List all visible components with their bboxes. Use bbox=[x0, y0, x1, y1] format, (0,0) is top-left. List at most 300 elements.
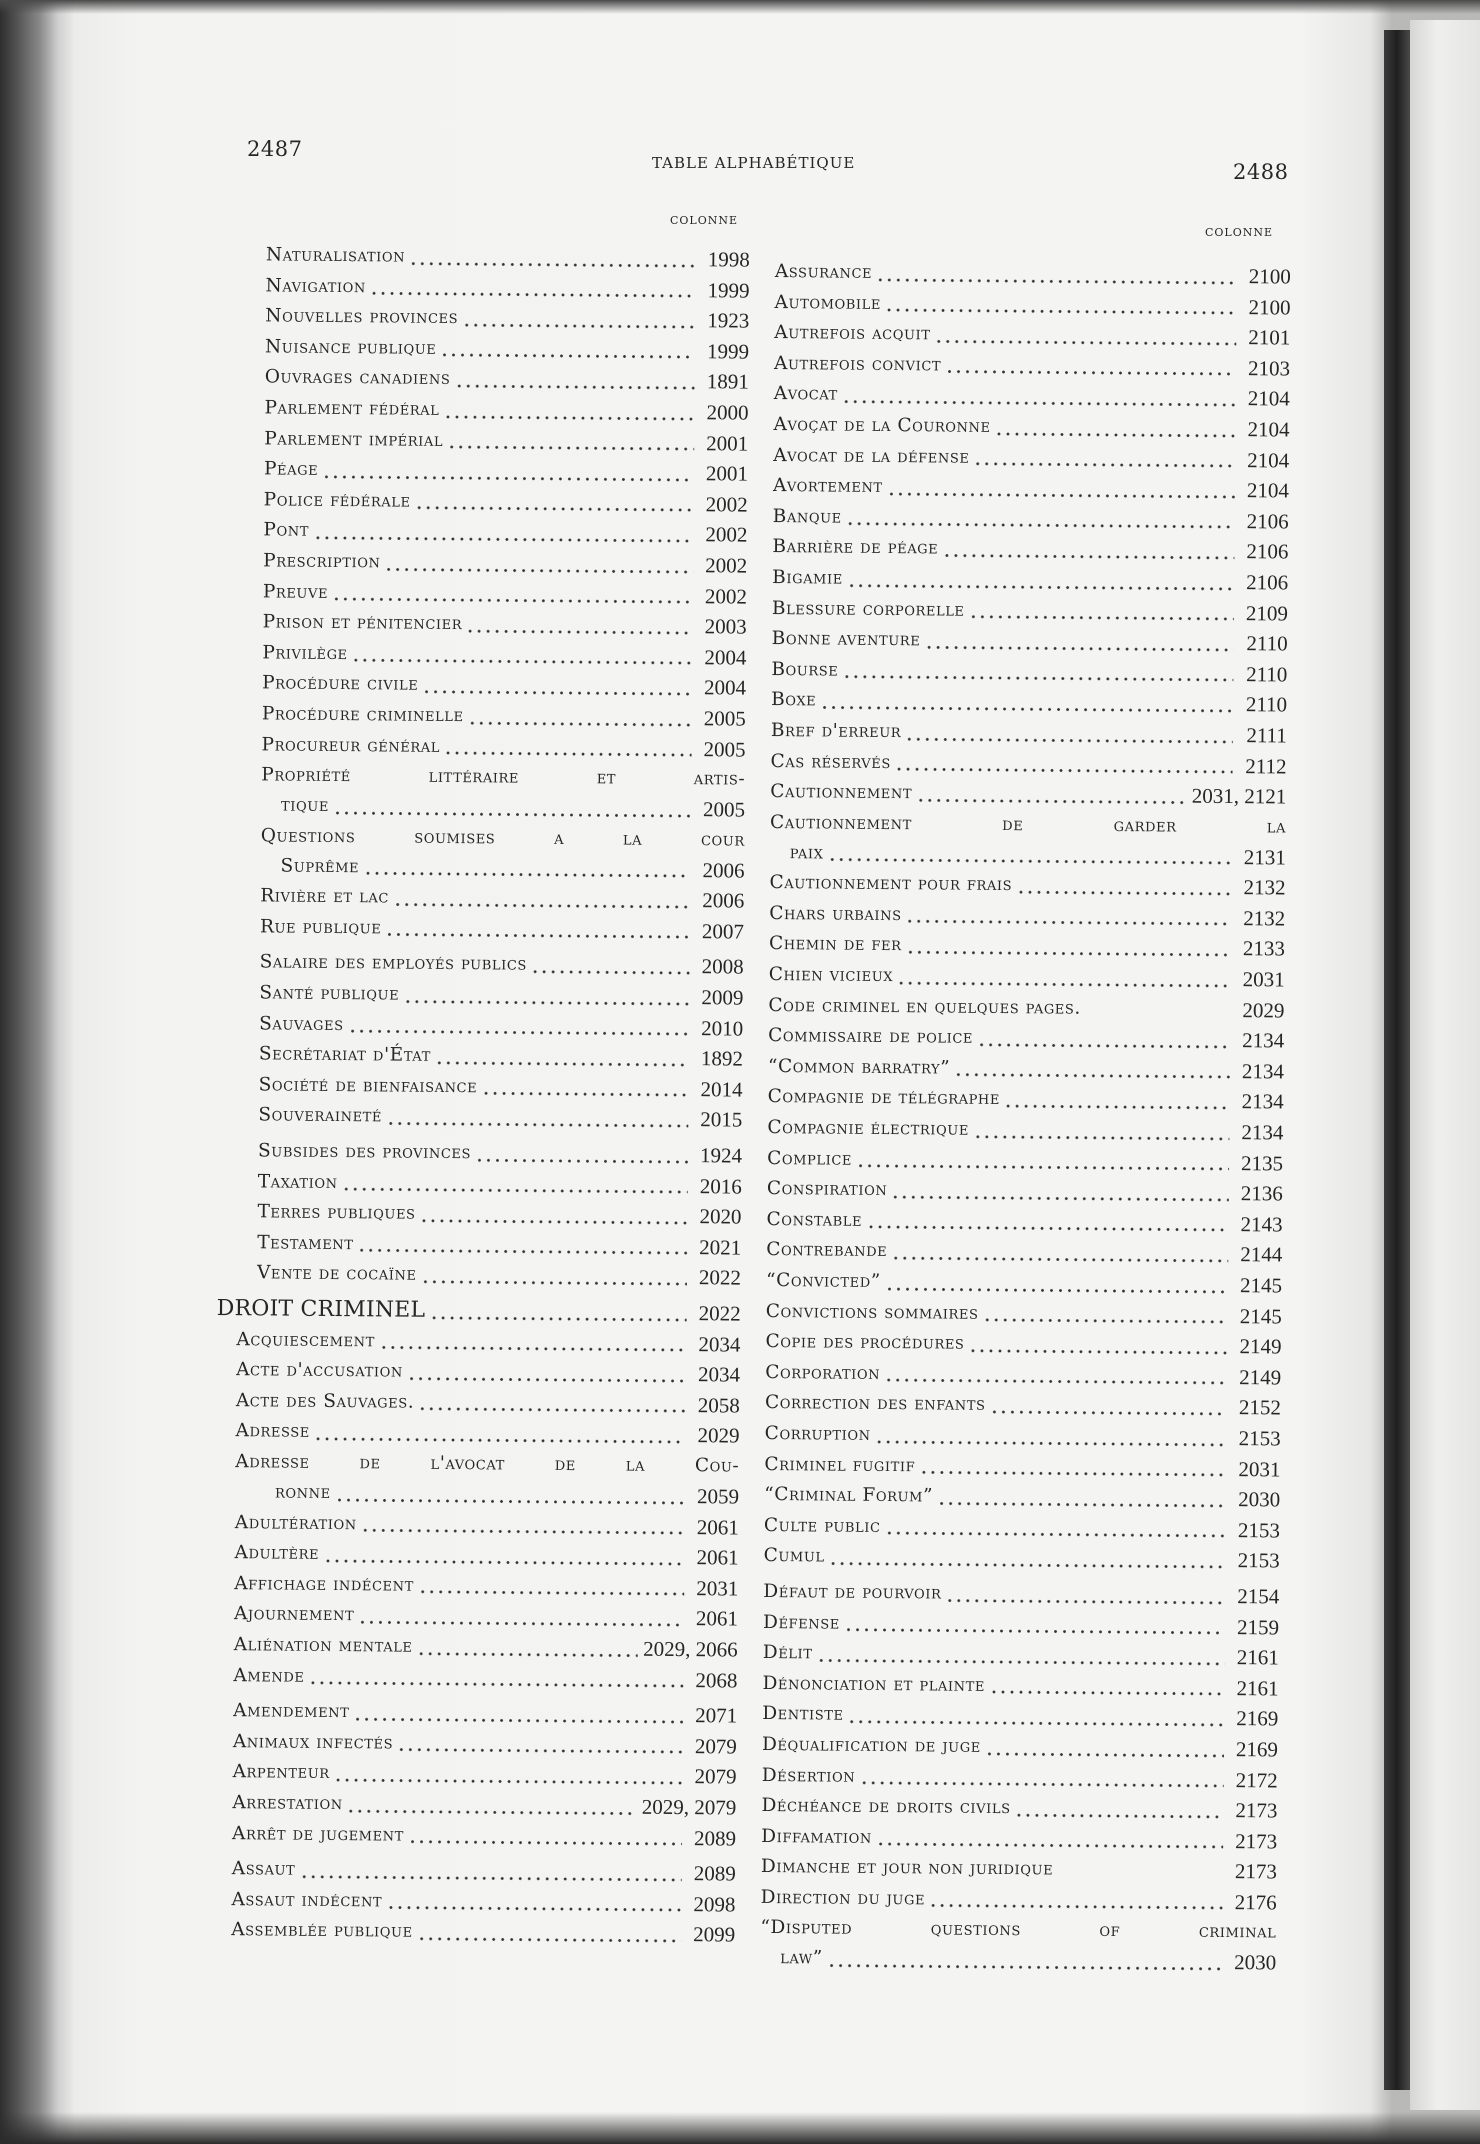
leader-dots bbox=[891, 1256, 1228, 1263]
facing-page-edge bbox=[1410, 20, 1480, 2110]
entry-term: Société de bienfaisance bbox=[258, 1074, 478, 1098]
entry-term: Rivière et lac bbox=[260, 885, 390, 908]
leader-dots bbox=[973, 1134, 1229, 1140]
index-entry bbox=[769, 929, 1285, 964]
entry-term: Bourse bbox=[771, 658, 839, 681]
leader-dots bbox=[462, 323, 695, 329]
entry-term: Taxation bbox=[257, 1170, 338, 1193]
index-entry bbox=[774, 379, 1290, 414]
index-entry bbox=[218, 1070, 742, 1105]
leader-dots bbox=[969, 615, 1234, 621]
entry-term: “Criminal Forum” bbox=[764, 1484, 934, 1507]
entry-column-number: 2079 bbox=[694, 1764, 737, 1789]
leader-dots bbox=[335, 1498, 685, 1505]
entry-term: Complice bbox=[767, 1147, 853, 1170]
leader-dots bbox=[844, 1628, 1225, 1635]
leader-dots bbox=[884, 1378, 1227, 1385]
index-entry bbox=[218, 1136, 742, 1171]
entry-term: Contrebande bbox=[766, 1239, 888, 1262]
entry-column-number: 2169 bbox=[1235, 1736, 1279, 1762]
entry-term: Avortement bbox=[772, 475, 883, 498]
entry-term: Amendement bbox=[233, 1700, 350, 1723]
entry-term: Acte d'accusation bbox=[236, 1359, 403, 1382]
entry-term: Procédure civile bbox=[262, 672, 419, 696]
index-entry bbox=[212, 1854, 736, 1889]
entry-column-number: 1924 bbox=[699, 1143, 743, 1168]
index-entry bbox=[765, 1327, 1281, 1362]
index-entry bbox=[218, 1167, 742, 1202]
leader-dots bbox=[820, 705, 1233, 713]
leader-dots bbox=[856, 1164, 1229, 1171]
index-entry bbox=[769, 960, 1285, 995]
leader-dots bbox=[332, 597, 693, 604]
entry-term: Prescription bbox=[263, 550, 381, 573]
entry-column-number: 2103 bbox=[1247, 355, 1291, 381]
entry-term: Conspiration bbox=[766, 1178, 888, 1201]
entry-column-number: 2134 bbox=[1241, 1089, 1284, 1114]
entry-term: Corruption bbox=[764, 1422, 871, 1445]
index-entry bbox=[770, 777, 1286, 812]
index-entry bbox=[217, 1197, 741, 1232]
entry-term: Défense bbox=[762, 1611, 840, 1634]
index-entry bbox=[767, 1144, 1283, 1179]
entry-term: Nouvelles provinces bbox=[265, 305, 459, 329]
leader-dots bbox=[361, 1528, 685, 1535]
entry-term: Adultère bbox=[234, 1542, 320, 1565]
leader-dots bbox=[847, 583, 1234, 590]
index-entry bbox=[771, 716, 1287, 751]
index-entry bbox=[773, 471, 1289, 506]
leader-dots bbox=[1016, 890, 1231, 896]
entry-term: Nuisance publique bbox=[264, 336, 437, 359]
entry-column-number: 2135 bbox=[1241, 1150, 1284, 1176]
index-entry bbox=[763, 1638, 1279, 1673]
entry-column-number: 2009 bbox=[701, 985, 744, 1010]
entry-column-number: 2143 bbox=[1240, 1211, 1283, 1237]
entry-term: Commissaire de police bbox=[768, 1025, 974, 1049]
index-entry bbox=[767, 1174, 1283, 1209]
index-entry bbox=[765, 1419, 1281, 1454]
leader-dots bbox=[905, 737, 1233, 744]
index-entry bbox=[219, 1039, 743, 1074]
index-entry bbox=[762, 1760, 1278, 1795]
index-entry bbox=[771, 655, 1287, 690]
entry-column-number: 2034 bbox=[698, 1331, 741, 1357]
index-entry bbox=[220, 821, 745, 886]
entry-column-number: 2132 bbox=[1243, 875, 1286, 900]
index-entry bbox=[212, 1757, 736, 1792]
entry-term-continued: tique bbox=[280, 794, 330, 817]
entry-column-number: 2034 bbox=[698, 1362, 741, 1387]
leader-dots bbox=[322, 475, 694, 482]
entry-column-number: 2154 bbox=[1237, 1584, 1280, 1609]
leader-dots bbox=[299, 1874, 681, 1881]
entry-term: Direction du juge bbox=[760, 1886, 926, 1910]
leader-dots bbox=[403, 999, 689, 1005]
index-entry bbox=[220, 912, 744, 947]
leader-dots bbox=[945, 1598, 1225, 1604]
entry-column-number: 2169 bbox=[1236, 1706, 1279, 1731]
entry-column-number: 2145 bbox=[1239, 1273, 1283, 1298]
leader-dots bbox=[352, 658, 693, 665]
index-entry bbox=[768, 1021, 1284, 1056]
entry-column-number: 2099 bbox=[693, 1922, 736, 1947]
entry-term: Constable bbox=[766, 1208, 863, 1231]
entry-column-number: 2176 bbox=[1234, 1889, 1277, 1915]
entry-column-number: 2161 bbox=[1236, 1675, 1279, 1701]
entry-column-number: 2106 bbox=[1246, 570, 1289, 595]
index-entry bbox=[215, 1447, 740, 1512]
entry-column-number: 1998 bbox=[707, 247, 750, 272]
entry-column-number: 2031, 2121 bbox=[1191, 783, 1287, 809]
entry-column-number: 2111 bbox=[1246, 723, 1287, 748]
leader-dots bbox=[447, 445, 694, 451]
entry-term: Arrêt de jugement bbox=[232, 1822, 405, 1846]
entry-column-number: 2008 bbox=[701, 954, 744, 980]
index-entry bbox=[221, 760, 746, 825]
index-entry bbox=[769, 899, 1285, 934]
entry-term: Naturalisation bbox=[265, 244, 406, 267]
entry-column-number: 2059 bbox=[696, 1484, 740, 1509]
leader-dots bbox=[421, 1280, 687, 1286]
index-entry bbox=[223, 577, 747, 612]
entry-term: Chien vicieux bbox=[768, 964, 894, 987]
leader-dots bbox=[417, 1651, 638, 1657]
entry-column-number: 2152 bbox=[1238, 1395, 1282, 1420]
entry-column-number: 2061 bbox=[696, 1514, 739, 1540]
index-entry bbox=[766, 1297, 1282, 1332]
index-entry bbox=[217, 1258, 741, 1293]
entry-column-number: 2132 bbox=[1243, 905, 1286, 931]
index-entry bbox=[213, 1660, 737, 1695]
index-entry bbox=[214, 1538, 738, 1573]
index-entry bbox=[770, 746, 1286, 781]
entry-term: Cautionnement pour frais bbox=[769, 872, 1013, 896]
leader-dots bbox=[842, 400, 1236, 407]
leader-dots bbox=[468, 721, 692, 727]
entry-term: Avocat bbox=[773, 383, 838, 405]
entry-term: Adultération bbox=[234, 1511, 357, 1534]
index-entry bbox=[223, 607, 747, 642]
leader-dots bbox=[409, 261, 696, 268]
leader-dots bbox=[977, 1043, 1230, 1049]
index-entry bbox=[213, 1696, 737, 1731]
entry-column-number: 2006 bbox=[702, 888, 745, 913]
index-entry bbox=[224, 485, 748, 520]
entry-column-number: 2149 bbox=[1239, 1334, 1282, 1359]
entry-column-number: 2022 bbox=[698, 1265, 742, 1290]
entry-term: Aliénation mentale bbox=[233, 1634, 413, 1657]
index-entry bbox=[762, 1730, 1278, 1765]
leader-dots bbox=[333, 811, 691, 818]
entry-column-number: 2153 bbox=[1237, 1517, 1281, 1543]
leader-dots bbox=[408, 1840, 682, 1846]
index-entry bbox=[773, 502, 1289, 537]
entry-column-number: 2004 bbox=[704, 644, 747, 670]
entry-term: Code criminel en quelques pages. bbox=[768, 994, 1082, 1019]
entry-term: Assaut indécent bbox=[231, 1888, 383, 1912]
entry-term: Salaire des employés publics bbox=[259, 951, 528, 976]
entry-term: Arrestation bbox=[232, 1792, 343, 1814]
entry-term: Terres publiques bbox=[257, 1201, 416, 1224]
entry-term: Avoçat de la Couronne bbox=[773, 413, 991, 437]
page-number-right: 2488 bbox=[1233, 160, 1289, 184]
entry-term: Compagnie de télégraphe bbox=[767, 1086, 1001, 1110]
section-heading: DROIT CRIMINEL bbox=[216, 1295, 426, 1323]
entry-term: Procureur général bbox=[261, 733, 441, 757]
entry-term: Privilège bbox=[262, 642, 348, 664]
entry-term: Déqualification de juge bbox=[761, 1733, 981, 1757]
leader-dots bbox=[905, 950, 1230, 957]
leader-dots bbox=[906, 920, 1232, 927]
entry-term: Blessure corporelle bbox=[771, 597, 965, 621]
entry-column-number: 2058 bbox=[697, 1392, 740, 1418]
index-entry bbox=[212, 1818, 736, 1853]
index-entry bbox=[220, 881, 744, 916]
index-entry bbox=[225, 271, 749, 306]
leader-dots bbox=[919, 1470, 1226, 1477]
leader-dots bbox=[342, 1187, 688, 1194]
entry-column-number: 2161 bbox=[1236, 1645, 1279, 1670]
entry-column-number: 2061 bbox=[695, 1606, 739, 1631]
entry-column-number: 2104 bbox=[1247, 447, 1290, 473]
leader-dots bbox=[384, 567, 693, 574]
index-entry bbox=[225, 332, 749, 367]
entry-column-number: 2100 bbox=[1248, 264, 1291, 289]
entry-column-number: 2144 bbox=[1240, 1242, 1283, 1267]
leader-dots bbox=[475, 1158, 688, 1164]
leader-dots bbox=[417, 1937, 682, 1943]
leader-dots bbox=[314, 1437, 686, 1444]
entry-term: Adresse bbox=[235, 1420, 311, 1443]
leader-dots bbox=[385, 933, 690, 940]
leader-dots bbox=[481, 1092, 688, 1098]
entry-column-number: 2101 bbox=[1248, 325, 1291, 350]
index-entry bbox=[215, 1508, 739, 1543]
entry-term: Questions soumises a la cour bbox=[260, 825, 745, 851]
leader-dots bbox=[895, 767, 1233, 774]
entry-column-number: 2109 bbox=[1245, 600, 1289, 626]
index-entry bbox=[764, 1480, 1280, 1515]
entry-term-continued: law” bbox=[780, 1947, 823, 1969]
leader-dots bbox=[308, 1681, 683, 1688]
entry-column-number: 2005 bbox=[703, 706, 746, 731]
leader-dots bbox=[454, 384, 694, 390]
index-entry bbox=[222, 638, 746, 673]
entry-term: Banque bbox=[772, 505, 842, 528]
index-entry bbox=[219, 1009, 743, 1044]
leader-dots bbox=[942, 553, 1234, 560]
entry-column-number: 2104 bbox=[1246, 478, 1290, 503]
leader-dots bbox=[827, 858, 1231, 866]
entry-column-number: 2159 bbox=[1236, 1614, 1280, 1639]
entry-column-number: 2153 bbox=[1238, 1426, 1281, 1451]
leader-dots bbox=[443, 414, 694, 420]
index-entry bbox=[766, 1266, 1282, 1301]
entry-column-number: 2016 bbox=[699, 1173, 742, 1199]
leader-dots bbox=[876, 1842, 1223, 1849]
entry-term: Sauvages bbox=[259, 1012, 344, 1035]
index-entry bbox=[775, 257, 1291, 292]
index-entry bbox=[763, 1577, 1279, 1612]
entry-column-number: 2001 bbox=[705, 461, 749, 486]
entry-term: “Convicted” bbox=[765, 1269, 881, 1292]
index-entry bbox=[214, 1569, 738, 1604]
leader-dots bbox=[982, 1318, 1227, 1324]
leader-dots bbox=[885, 308, 1237, 315]
index-entry bbox=[761, 1822, 1277, 1857]
entry-term: Acte des Sauvages. bbox=[235, 1389, 415, 1413]
index-entry bbox=[772, 624, 1288, 659]
entry-column-number: 2173 bbox=[1234, 1859, 1278, 1884]
entry-term: Prison et pénitencier bbox=[262, 611, 463, 635]
entry-column-number: 2002 bbox=[704, 583, 748, 609]
index-column-right bbox=[760, 257, 1291, 1979]
entry-column-number: 2014 bbox=[700, 1077, 743, 1102]
leader-dots bbox=[846, 522, 1235, 529]
index-entry bbox=[225, 362, 749, 397]
entry-column-number: 2131 bbox=[1243, 844, 1286, 870]
index-entry bbox=[767, 1113, 1283, 1148]
index-entry bbox=[766, 1235, 1282, 1270]
leader-dots bbox=[937, 1501, 1226, 1508]
entry-term: Assaut bbox=[231, 1858, 296, 1880]
entry-term: Correction des enfants bbox=[764, 1392, 986, 1416]
entry-column-number: 2010 bbox=[701, 1015, 744, 1041]
leader-dots bbox=[929, 1904, 1223, 1911]
index-entry bbox=[771, 685, 1287, 720]
entry-column-number: 2002 bbox=[705, 522, 748, 547]
entry-term: “Disputed questions of criminal bbox=[760, 1917, 1277, 1943]
index-entry bbox=[762, 1699, 1278, 1734]
leader-dots bbox=[876, 277, 1237, 284]
leader-dots bbox=[945, 370, 1236, 377]
entry-column-number: 2110 bbox=[1246, 631, 1288, 656]
entry-term: Péage bbox=[263, 458, 319, 480]
index-entry bbox=[761, 1791, 1277, 1826]
leader-dots bbox=[1015, 1813, 1224, 1819]
entry-term: Défaut de pourvoir bbox=[763, 1580, 942, 1604]
entry-column-number: 2061 bbox=[696, 1545, 739, 1570]
index-entry bbox=[770, 808, 1287, 873]
entry-term: Amende bbox=[233, 1664, 305, 1687]
entry-column-number: 2110 bbox=[1246, 661, 1288, 687]
entry-column-number: 2029, 2079 bbox=[641, 1794, 737, 1820]
leader-dots bbox=[954, 1073, 1230, 1079]
entry-column-number: 2104 bbox=[1247, 386, 1290, 411]
entry-term-continued: paix bbox=[789, 841, 824, 864]
column-label-left: COLONNE bbox=[670, 214, 739, 227]
leader-dots bbox=[418, 1407, 686, 1413]
index-entry bbox=[225, 301, 749, 336]
entry-term: Subsides des provinces bbox=[257, 1140, 472, 1164]
index-entry bbox=[760, 1913, 1277, 1978]
entry-term: Dentiste bbox=[762, 1703, 844, 1725]
entry-column-number: 2145 bbox=[1239, 1303, 1282, 1329]
entry-column-number: 2133 bbox=[1242, 936, 1286, 961]
entry-term: Animaux infectés bbox=[232, 1730, 394, 1754]
entry-column-number: 2089 bbox=[693, 1861, 736, 1886]
leader-dots bbox=[885, 1531, 1226, 1538]
entry-term: Parlement impérial bbox=[264, 427, 444, 451]
entry-column-number: 2134 bbox=[1241, 1120, 1284, 1145]
index-entry bbox=[773, 410, 1289, 445]
index-column-left bbox=[211, 240, 750, 1950]
leader-dots bbox=[968, 1349, 1227, 1355]
entry-column-number: 2029 bbox=[697, 1423, 740, 1448]
leader-dots bbox=[1004, 1104, 1230, 1110]
entry-term: “Common barratry” bbox=[767, 1055, 951, 1079]
column-label-right: COLONNE bbox=[1205, 226, 1274, 239]
index-entry bbox=[772, 594, 1288, 629]
index-entry bbox=[772, 532, 1288, 567]
leader-dots bbox=[407, 1376, 686, 1382]
index-entry bbox=[217, 1294, 741, 1329]
leader-dots bbox=[924, 645, 1233, 652]
index-entry bbox=[224, 424, 748, 459]
entry-term: Cumul bbox=[763, 1545, 825, 1567]
leader-dots bbox=[466, 629, 693, 635]
entry-term: Navigation bbox=[265, 274, 367, 297]
leader-dots bbox=[859, 1781, 1223, 1788]
index-entry bbox=[762, 1669, 1278, 1704]
leader-dots bbox=[415, 506, 694, 512]
leader-dots bbox=[985, 1751, 1224, 1757]
entry-column-number: 2071 bbox=[695, 1703, 738, 1728]
entry-column-number: 2134 bbox=[1241, 1058, 1285, 1084]
index-entry bbox=[764, 1511, 1280, 1546]
entry-column-number: 2030 bbox=[1234, 1950, 1277, 1975]
entry-column-number: 2003 bbox=[704, 614, 747, 639]
entry-column-number: 2004 bbox=[704, 675, 747, 700]
entry-term-continued: Suprême bbox=[280, 855, 360, 877]
index-entry bbox=[768, 991, 1284, 1026]
entry-column-number: 2001 bbox=[706, 430, 749, 456]
entry-term: Barrière de péage bbox=[772, 536, 939, 559]
index-entry bbox=[223, 546, 747, 581]
entry-column-number: 2110 bbox=[1245, 692, 1288, 717]
entry-term: Chars urbains bbox=[769, 902, 902, 926]
entry-term: Ajournement bbox=[233, 1603, 355, 1626]
index-entry bbox=[772, 563, 1288, 598]
entry-term: Désertion bbox=[761, 1764, 856, 1787]
leader-dots bbox=[358, 1620, 684, 1627]
index-entry bbox=[217, 1228, 741, 1263]
entry-column-number: 2006 bbox=[702, 857, 745, 883]
leader-dots bbox=[353, 1717, 683, 1724]
leader-dots bbox=[397, 1748, 683, 1754]
index-entry bbox=[773, 441, 1289, 476]
entry-column-number: 2002 bbox=[705, 553, 748, 578]
leader-dots bbox=[866, 1225, 1228, 1232]
entry-term: Dénonciation et plainte bbox=[762, 1672, 986, 1696]
entry-term: Copie des procédures bbox=[765, 1331, 965, 1354]
entry-column-number: 2136 bbox=[1240, 1181, 1283, 1206]
leader-dots bbox=[995, 431, 1236, 437]
entry-column-number: 2029 bbox=[1242, 997, 1285, 1023]
book-spine-shadow bbox=[1384, 30, 1410, 2090]
entry-column-number: 1999 bbox=[706, 338, 750, 364]
entry-term: Bref d'erreur bbox=[770, 719, 902, 743]
entry-column-number: 2021 bbox=[699, 1234, 742, 1260]
entry-term: Vente de cocaïne bbox=[256, 1262, 417, 1286]
entry-column-number: 2022 bbox=[698, 1301, 741, 1326]
entry-term: Propriété littéraire et artis- bbox=[261, 764, 746, 790]
entry-term: Parlement fédéral bbox=[264, 397, 440, 420]
leader-dots bbox=[842, 675, 1233, 682]
entry-term: Convictions sommaires bbox=[765, 1300, 979, 1324]
bottom-edge-shadow bbox=[0, 2112, 1480, 2144]
